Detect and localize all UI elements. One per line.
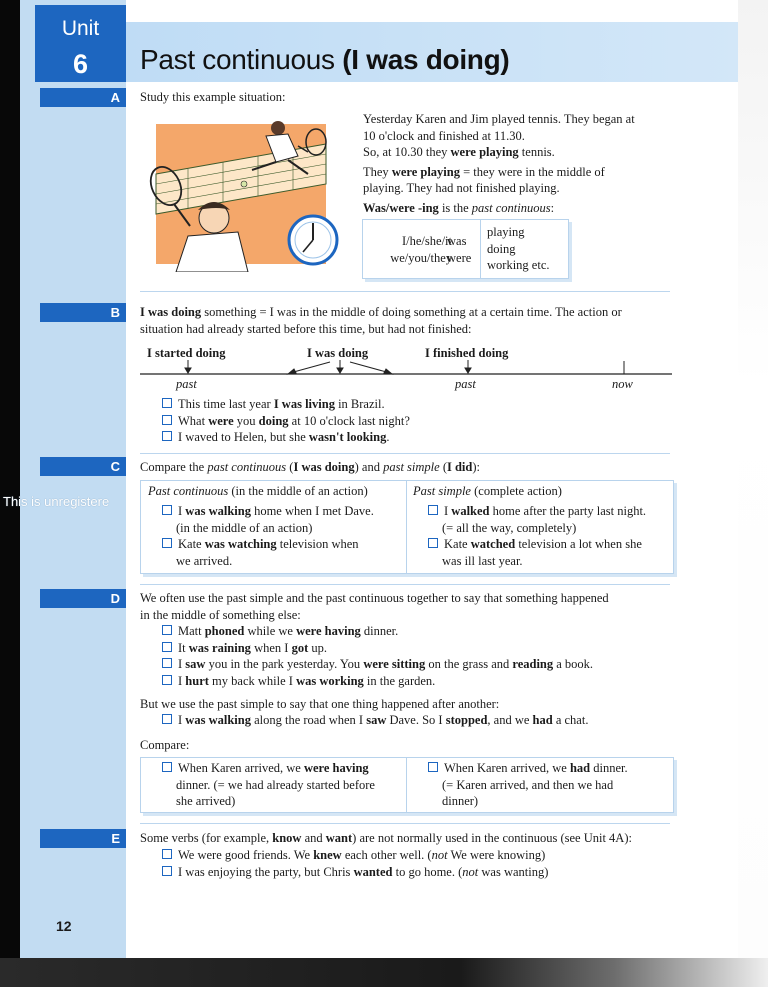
list-item: Kate was watching television when	[162, 536, 374, 553]
margin-column	[20, 0, 126, 958]
verb-working-row: working etc.	[487, 258, 550, 272]
list-item: Matt phoned while we were having dinner.	[162, 623, 593, 640]
bullet-icon	[162, 538, 172, 548]
timeline-diagram	[140, 358, 680, 382]
bullet-icon	[162, 762, 172, 772]
section-label-d: D	[40, 589, 126, 608]
aux-was: was	[447, 234, 467, 248]
comparison-divider	[406, 481, 407, 573]
section-divider	[140, 453, 670, 454]
bullet-icon	[162, 625, 172, 635]
section-c-intro: Compare the past continuous (I was doing) and past simple (I did):	[140, 460, 480, 474]
c-right-examples	[428, 503, 646, 569]
section-label-a: A	[40, 88, 126, 107]
verb-doing: doing	[487, 241, 516, 256]
c-left-examples	[162, 503, 374, 569]
section-label-e: E	[40, 829, 126, 848]
verb-playing: playing	[487, 225, 525, 239]
unit-badge	[35, 5, 126, 82]
unit-number: 6	[72, 49, 89, 79]
bullet-icon	[162, 714, 172, 724]
d-compare-right	[428, 760, 628, 810]
tennis-ball	[241, 181, 247, 187]
list-item-continuation: she arrived)	[176, 794, 236, 808]
list-item: I was enjoying the party, but Chris wanted to go home. (not was wanting)	[162, 864, 548, 881]
conjugation-table	[362, 219, 569, 279]
d-line-2: in the middle of something else:	[140, 607, 301, 622]
list-item: Kate watched television a lot when she	[428, 536, 646, 553]
a-line-6: Was/were -ing is the past continuous:	[363, 200, 555, 215]
list-item: I was walking home when I met Dave.	[162, 503, 374, 520]
comparison-divider	[406, 758, 407, 812]
bullet-icon	[428, 762, 438, 772]
table-subjects	[372, 233, 452, 266]
list-item-continuation: (in the middle of an action)	[176, 520, 313, 535]
b-line-2: situation had already started before this time, but had not finished:	[140, 321, 472, 336]
section-divider	[140, 291, 670, 292]
list-item: I saw you in the park yesterday. You were sitting on the grass and reading a book.	[162, 656, 593, 673]
section-divider	[140, 584, 670, 585]
bullet-icon	[162, 866, 172, 876]
timeline-past-left: past	[176, 377, 197, 391]
section-b-examples	[162, 396, 410, 446]
a-line-3: So, at 10.30 they were playing tennis.	[363, 145, 555, 159]
d-compare-label: Compare:	[140, 738, 190, 752]
table-auxiliaries	[447, 233, 477, 266]
list-item: When Karen arrived, we had dinner.	[428, 760, 628, 777]
timeline-label-start: I started doing	[147, 346, 226, 360]
d-but-line: But we use the past simple to say that one thing happened after another:	[140, 697, 500, 711]
table-verbs	[487, 224, 550, 274]
bullet-icon	[428, 538, 438, 548]
section-a-text	[363, 111, 635, 216]
list-item-continuation: (= all the way, completely)	[442, 520, 577, 535]
list-item-continuation: was ill last year.	[442, 553, 523, 568]
bullet-icon	[162, 642, 172, 652]
list-item-continuation: we arrived.	[176, 553, 233, 568]
section-label-b: B	[40, 303, 126, 322]
page-title-bold: (I was doing)	[342, 44, 510, 75]
list-item: This time last year I was living in Brazil.	[162, 396, 410, 413]
c-right-heading: Past simple (complete action)	[413, 484, 562, 498]
section-label-c: C	[40, 457, 126, 476]
list-item: I walked home after the party last night.	[428, 503, 646, 520]
table-divider	[480, 220, 481, 278]
bullet-icon	[162, 431, 172, 441]
bullet-icon	[162, 415, 172, 425]
bullet-icon	[162, 398, 172, 408]
c-left-heading: Past continuous (in the middle of an action)	[148, 484, 368, 498]
section-e-intro: Some verbs (for example, know and want) are not normally used in the continuous (see Unit 4A):	[140, 831, 632, 845]
list-item: It was raining when I got up.	[162, 640, 593, 657]
list-item-continuation: dinner)	[442, 794, 479, 808]
scan-right-strip	[738, 0, 768, 960]
unit-word: Unit	[61, 17, 100, 40]
bullet-icon	[162, 849, 172, 859]
section-d-intro	[140, 590, 609, 623]
list-item-continuation: dinner. (= we had already started before	[176, 777, 375, 792]
list-item: I waved to Helen, but she wasn't looking.	[162, 429, 410, 446]
timeline-now: now	[612, 377, 633, 391]
page-title	[140, 42, 509, 78]
tennis-illustration	[148, 114, 348, 272]
list-item: We were good friends. We knew each other well. (not We were knowing)	[162, 847, 548, 864]
subject-plural: we/you/they	[390, 250, 452, 265]
timeline-past-right: past	[455, 377, 476, 391]
list-item: When Karen arrived, we were having	[162, 760, 375, 777]
b-line-1: I was doing something = I was in the middle of doing something at a certain time. The action or	[140, 305, 622, 319]
clock	[289, 216, 337, 264]
section-a-intro: Study this example situation:	[140, 90, 286, 104]
a-line-2: 10 o'clock and finished at 11.30.	[363, 128, 525, 143]
list-item: I was walking along the road when I saw Dave. So I stopped, and we had a chat.	[162, 712, 588, 729]
bullet-icon	[162, 658, 172, 668]
a-line-5: playing. They had not finished playing.	[363, 181, 560, 195]
section-e-examples	[162, 847, 548, 880]
section-divider	[140, 823, 670, 824]
a-line-4: They were playing = they were in the middle of	[363, 164, 605, 179]
watermark-text: This is unregistere	[3, 494, 110, 509]
list-item: I hurt my back while I was working in the garden.	[162, 673, 593, 690]
bullet-icon	[162, 505, 172, 515]
d-compare-left	[162, 760, 375, 810]
page-title-main: Past continuous	[140, 44, 343, 75]
bullet-icon	[428, 505, 438, 515]
timeline-label-end: I finished doing	[425, 346, 509, 360]
aux-were: were	[447, 250, 472, 265]
list-item: What were you doing at 10 o'clock last night?	[162, 413, 410, 430]
section-b-text	[140, 304, 622, 337]
bullet-icon	[162, 675, 172, 685]
d-line-1: We often use the past simple and the past continuous together to say that something happened	[140, 591, 609, 605]
list-item-continuation: (= Karen arrived, and then we had	[442, 777, 614, 792]
subject-singular: I/he/she/it	[402, 234, 452, 248]
scan-bottom-edge	[0, 958, 768, 987]
a-line-1: Yesterday Karen and Jim played tennis. They began at	[363, 112, 635, 126]
timeline-arrows	[185, 360, 471, 374]
page-number: 12	[56, 918, 72, 934]
section-d-examples	[162, 623, 593, 689]
timeline-label-middle: I was doing	[307, 346, 369, 360]
